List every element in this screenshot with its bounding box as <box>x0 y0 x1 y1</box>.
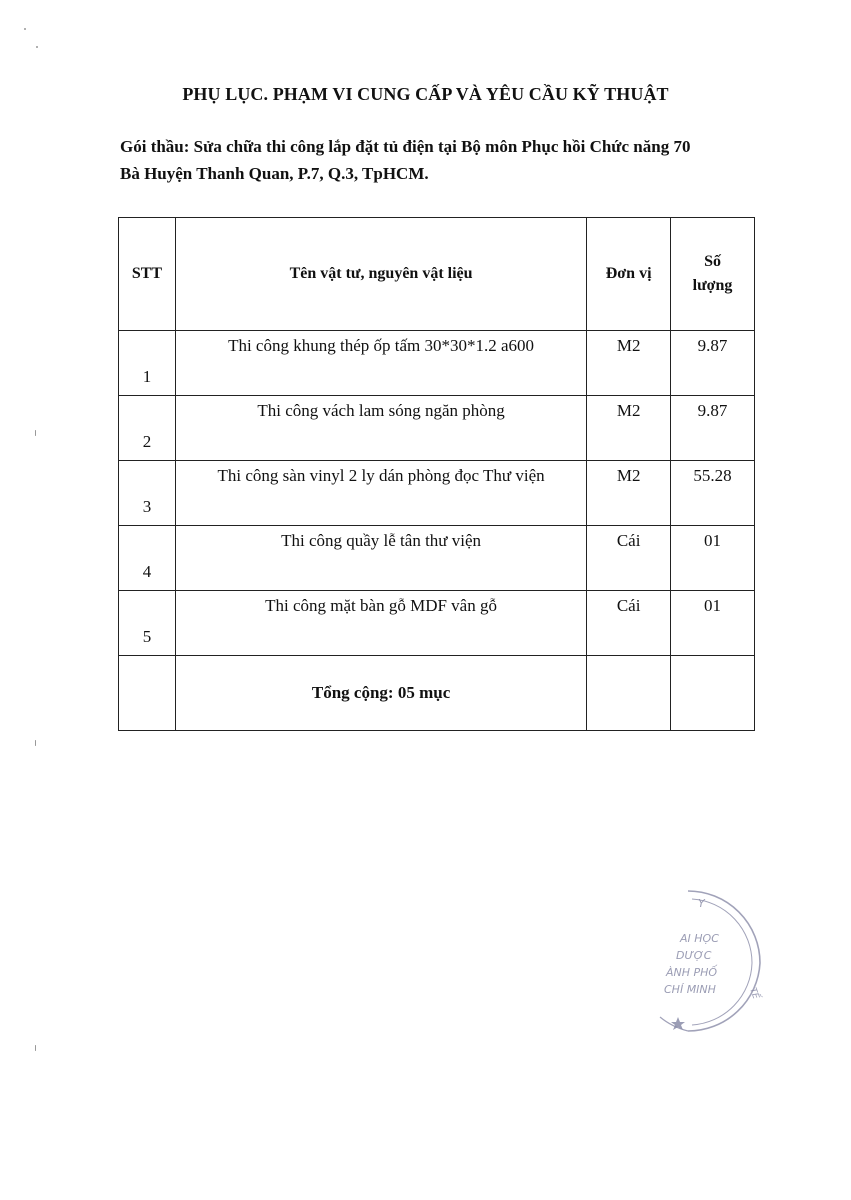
row-material-name: Thi công sàn vinyl 2 ly dán phòng đọc Thư viện <box>175 461 586 526</box>
seal-text-side: TẾ <box>747 986 761 1001</box>
seal-text-top: Y <box>698 897 705 910</box>
row-unit: M2 <box>587 331 671 396</box>
row-unit: Cái <box>587 591 671 656</box>
official-seal <box>652 885 770 1035</box>
table-row <box>119 526 755 591</box>
row-quantity: 9.87 <box>671 331 755 396</box>
row-stt: 2 <box>119 396 176 461</box>
row-unit: M2 <box>587 461 671 526</box>
seal-text-line-3: DƯỢC <box>676 949 712 962</box>
document-title: PHỤ LỤC. PHẠM VI CUNG CẤP VÀ YÊU CẦU KỸ THUẬT <box>182 84 669 104</box>
total-label: Tổng cộng: 05 mục <box>175 656 586 731</box>
total-stt-cell <box>119 656 176 731</box>
table-row <box>119 331 755 396</box>
row-quantity: 01 <box>671 591 755 656</box>
row-material-name: Thi công khung thép ốp tấm 30*30*1.2 a600 <box>175 331 586 396</box>
package-description <box>120 133 760 187</box>
header-unit: Đơn vị <box>587 218 671 331</box>
scan-speck <box>35 430 36 436</box>
row-stt: 4 <box>119 526 176 591</box>
row-stt: 3 <box>119 461 176 526</box>
row-unit: M2 <box>587 396 671 461</box>
table-total-row <box>119 656 755 731</box>
table-row <box>119 591 755 656</box>
items-table <box>118 217 755 731</box>
header-material-name: Tên vật tư, nguyên vật liệu <box>175 218 586 331</box>
header-quantity <box>671 218 755 331</box>
table-row <box>119 396 755 461</box>
row-stt: 5 <box>119 591 176 656</box>
total-unit-cell <box>587 656 671 731</box>
total-quantity-cell <box>671 656 755 731</box>
header-quantity-line-1: Số <box>704 253 721 270</box>
row-stt: 1 <box>119 331 176 396</box>
package-line-2: Bà Huyện Thanh Quan, P.7, Q.3, TpHCM. <box>120 164 429 183</box>
row-quantity: 01 <box>671 526 755 591</box>
scan-speck <box>35 1045 36 1051</box>
header-quantity-line-2: lượng <box>692 277 733 294</box>
seal-text-line-5: CHÍ MINH <box>664 983 716 996</box>
seal-text-line-4: ÀNH PHỐ <box>666 966 718 979</box>
row-quantity: 55.28 <box>671 461 755 526</box>
row-material-name: Thi công quầy lễ tân thư viện <box>175 526 586 591</box>
row-material-name: Thi công vách lam sóng ngăn phòng <box>175 396 586 461</box>
row-unit: Cái <box>587 526 671 591</box>
table-row <box>119 461 755 526</box>
row-quantity: 9.87 <box>671 396 755 461</box>
seal-text-line-2: AI HỌC <box>680 932 719 945</box>
row-material-name: Thi công mặt bàn gỗ MDF vân gỗ <box>175 591 586 656</box>
package-line-1: Gói thầu: Sửa chữa thi công lắp đặt tủ điện tại Bộ môn Phục hồi Chức năng 70 <box>120 137 691 156</box>
scan-speck <box>35 740 36 746</box>
scan-speck <box>24 28 26 30</box>
table-header-row <box>119 218 755 331</box>
scan-speck <box>36 46 38 48</box>
header-stt: STT <box>119 218 176 331</box>
